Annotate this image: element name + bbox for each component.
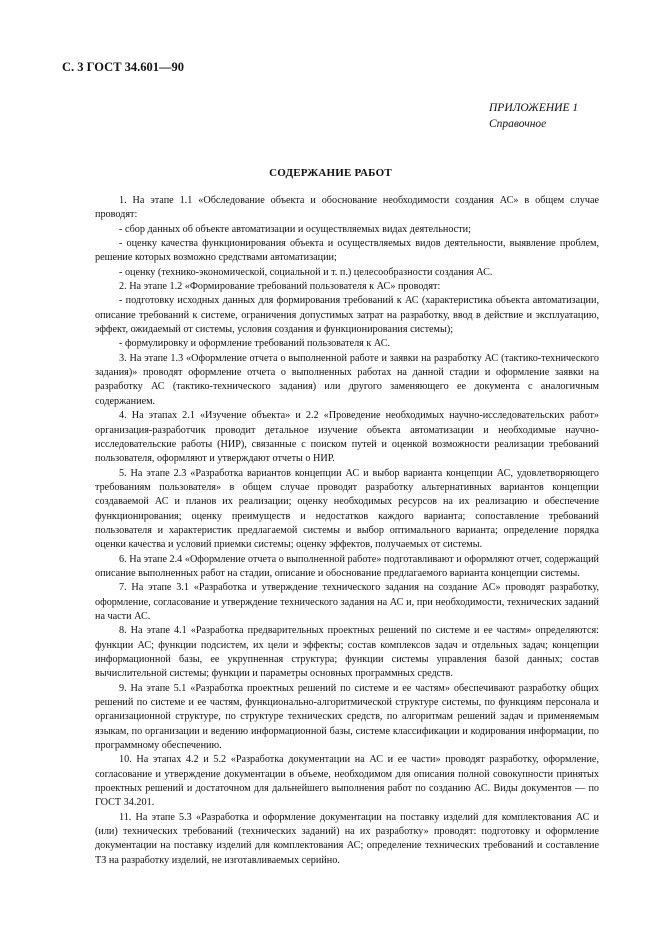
paragraph: 2. На этапе 1.2 «Формирование требований пользователя к АС» проводят:: [119, 281, 441, 293]
page-header: С. 3 ГОСТ 34.601—90: [62, 60, 185, 74]
paragraph: 11. На этапе 5.3 «Разработка и оформление документации на поставку изделий для комплектования АС и (или) технических требований (технических заданий) на их разработку» проводят: подготовку и оформление документации на поставку изделий для комплектования АС; определение технических требований и составление ТЗ на разработку изделий, не изготавливаемых серийно.: [95, 811, 599, 866]
paragraph: 4. На этапах 2.1 «Изучение объекта» и 2.2 «Проведение необходимых научно-исследовательских работ» организация-разработчик проводит детальное изучение объекта автоматизации и необходимые научно-исследовательские работы (НИР), связанные с поиском путей и оценкой возможности реализации требований пользователя, оформляют и утверждают отчеты о НИР.: [95, 410, 599, 465]
appendix-label: [489, 100, 599, 132]
paragraph: - сбор данных об объекте автоматизации и осуществляемых видах деятельности;: [119, 223, 471, 235]
paragraph: 5. На этапе 2.3 «Разработка вариантов концепции АС и выбор варианта концепции АС, удовлетворяющего требованиям пользователя» в общем случае проводят разработку альтернативных вариантов концепции создаваемой АС и планов их реализации; оценку необходимых ресурсов на их реализацию и обеспечение функционирования; оценку преимуществ и недостатков каждого варианта; сопоставление требований пользователя и характеристик предлагаемой системы и выбор оптимального варианта; определение порядка оценки качества и условий приемки системы; оценку эффектов, получаемых от системы.: [95, 467, 599, 551]
paragraph: 7. На этапе 3.1 «Разработка и утверждение технического задания на создание АС» проводят разработку, оформление, согласование и утверждение технического задания на АС и, при необходимости, технических заданий на части АС.: [95, 582, 599, 622]
paragraph: 8. На этапе 4.1 «Разработка предварительных проектных решений по системе и ее частям» определяются: функции АС; функции подсистем, их цели и эффекты; состав комплексов задач и отдельных задач; концепции информационной базы, ее укрупненная структура; функции системы управления базой данных; состав вычислительной системы; функции и параметры основных программных средств.: [95, 625, 599, 680]
paragraph: - оценку качества функционирования объекта и осуществляемых видов деятельности, выявление проблем, решение которых возможно средствами автоматизации;: [95, 238, 599, 264]
paragraph: 1. На этапе 1.1 «Обследование объекта и обоснование необходимости создания АС» в общем случае проводят:: [95, 195, 599, 221]
document-body: [95, 194, 599, 868]
appendix-title: ПРИЛОЖЕНИЕ 1: [489, 102, 579, 114]
paragraph: 6. На этапе 2.4 «Оформление отчета о выполненной работе» подготавливают и оформляют отчет, содержащий описание выполненных работ на стадии, описание и обоснование предлагаемого варианта концепции системы.: [95, 553, 599, 579]
section-title: СОДЕРЖАНИЕ РАБОТ: [269, 167, 392, 179]
paragraph: - формулировку и оформление требований пользователя к АС.: [119, 338, 391, 350]
appendix-subtitle: Справочное: [489, 118, 547, 130]
paragraph: 9. На этапе 5.1 «Разработка проектных решений по системе и ее частям» обеспечивают разработку общих решений по системе и ее частям, функционально-алгоритмической структуре системы, по функциям персонала и организационной структуре, по структуре технических средств, по алгоритмам решений задач и применяемым языкам, по организации и ведению информационной базы, системе классификации и кодирования информации, по программному обеспечению.: [95, 682, 599, 752]
paragraph: 3. На этапе 1.3 «Оформление отчета о выполненной работе и заявки на разработку АС (тактико-технического задания)» проводят оформление отчета о выполненных работах на данной стадии и оформление заявки на разработку АС (тактико-технического задания) или другого заменяющего ее документа с аналогичным содержанием.: [95, 352, 599, 407]
paragraph: - подготовку исходных данных для формирования требований к АС (характеристика объекта автоматизации, описание требований к системе, ограничения допустимых затрат на разработку, ввод в действие и эксплуатацию, эффект, ожидаемый от системы, условия создания и функционирования системы);: [95, 295, 599, 336]
paragraph: - оценку (технико-экономической, социальной и т. п.) целесообразности создания АС.: [119, 266, 493, 278]
paragraph: 10. На этапах 4.2 и 5.2 «Разработка документации на АС и ее части» проводят разработку, оформление, согласование и утверждение документации в объеме, необходимом для описания полной совокупности принятых проектных решений и достаточном для дальнейшего выполнения работ по созданию АС. Виды документов — по ГОСТ 34.201.: [95, 754, 599, 809]
